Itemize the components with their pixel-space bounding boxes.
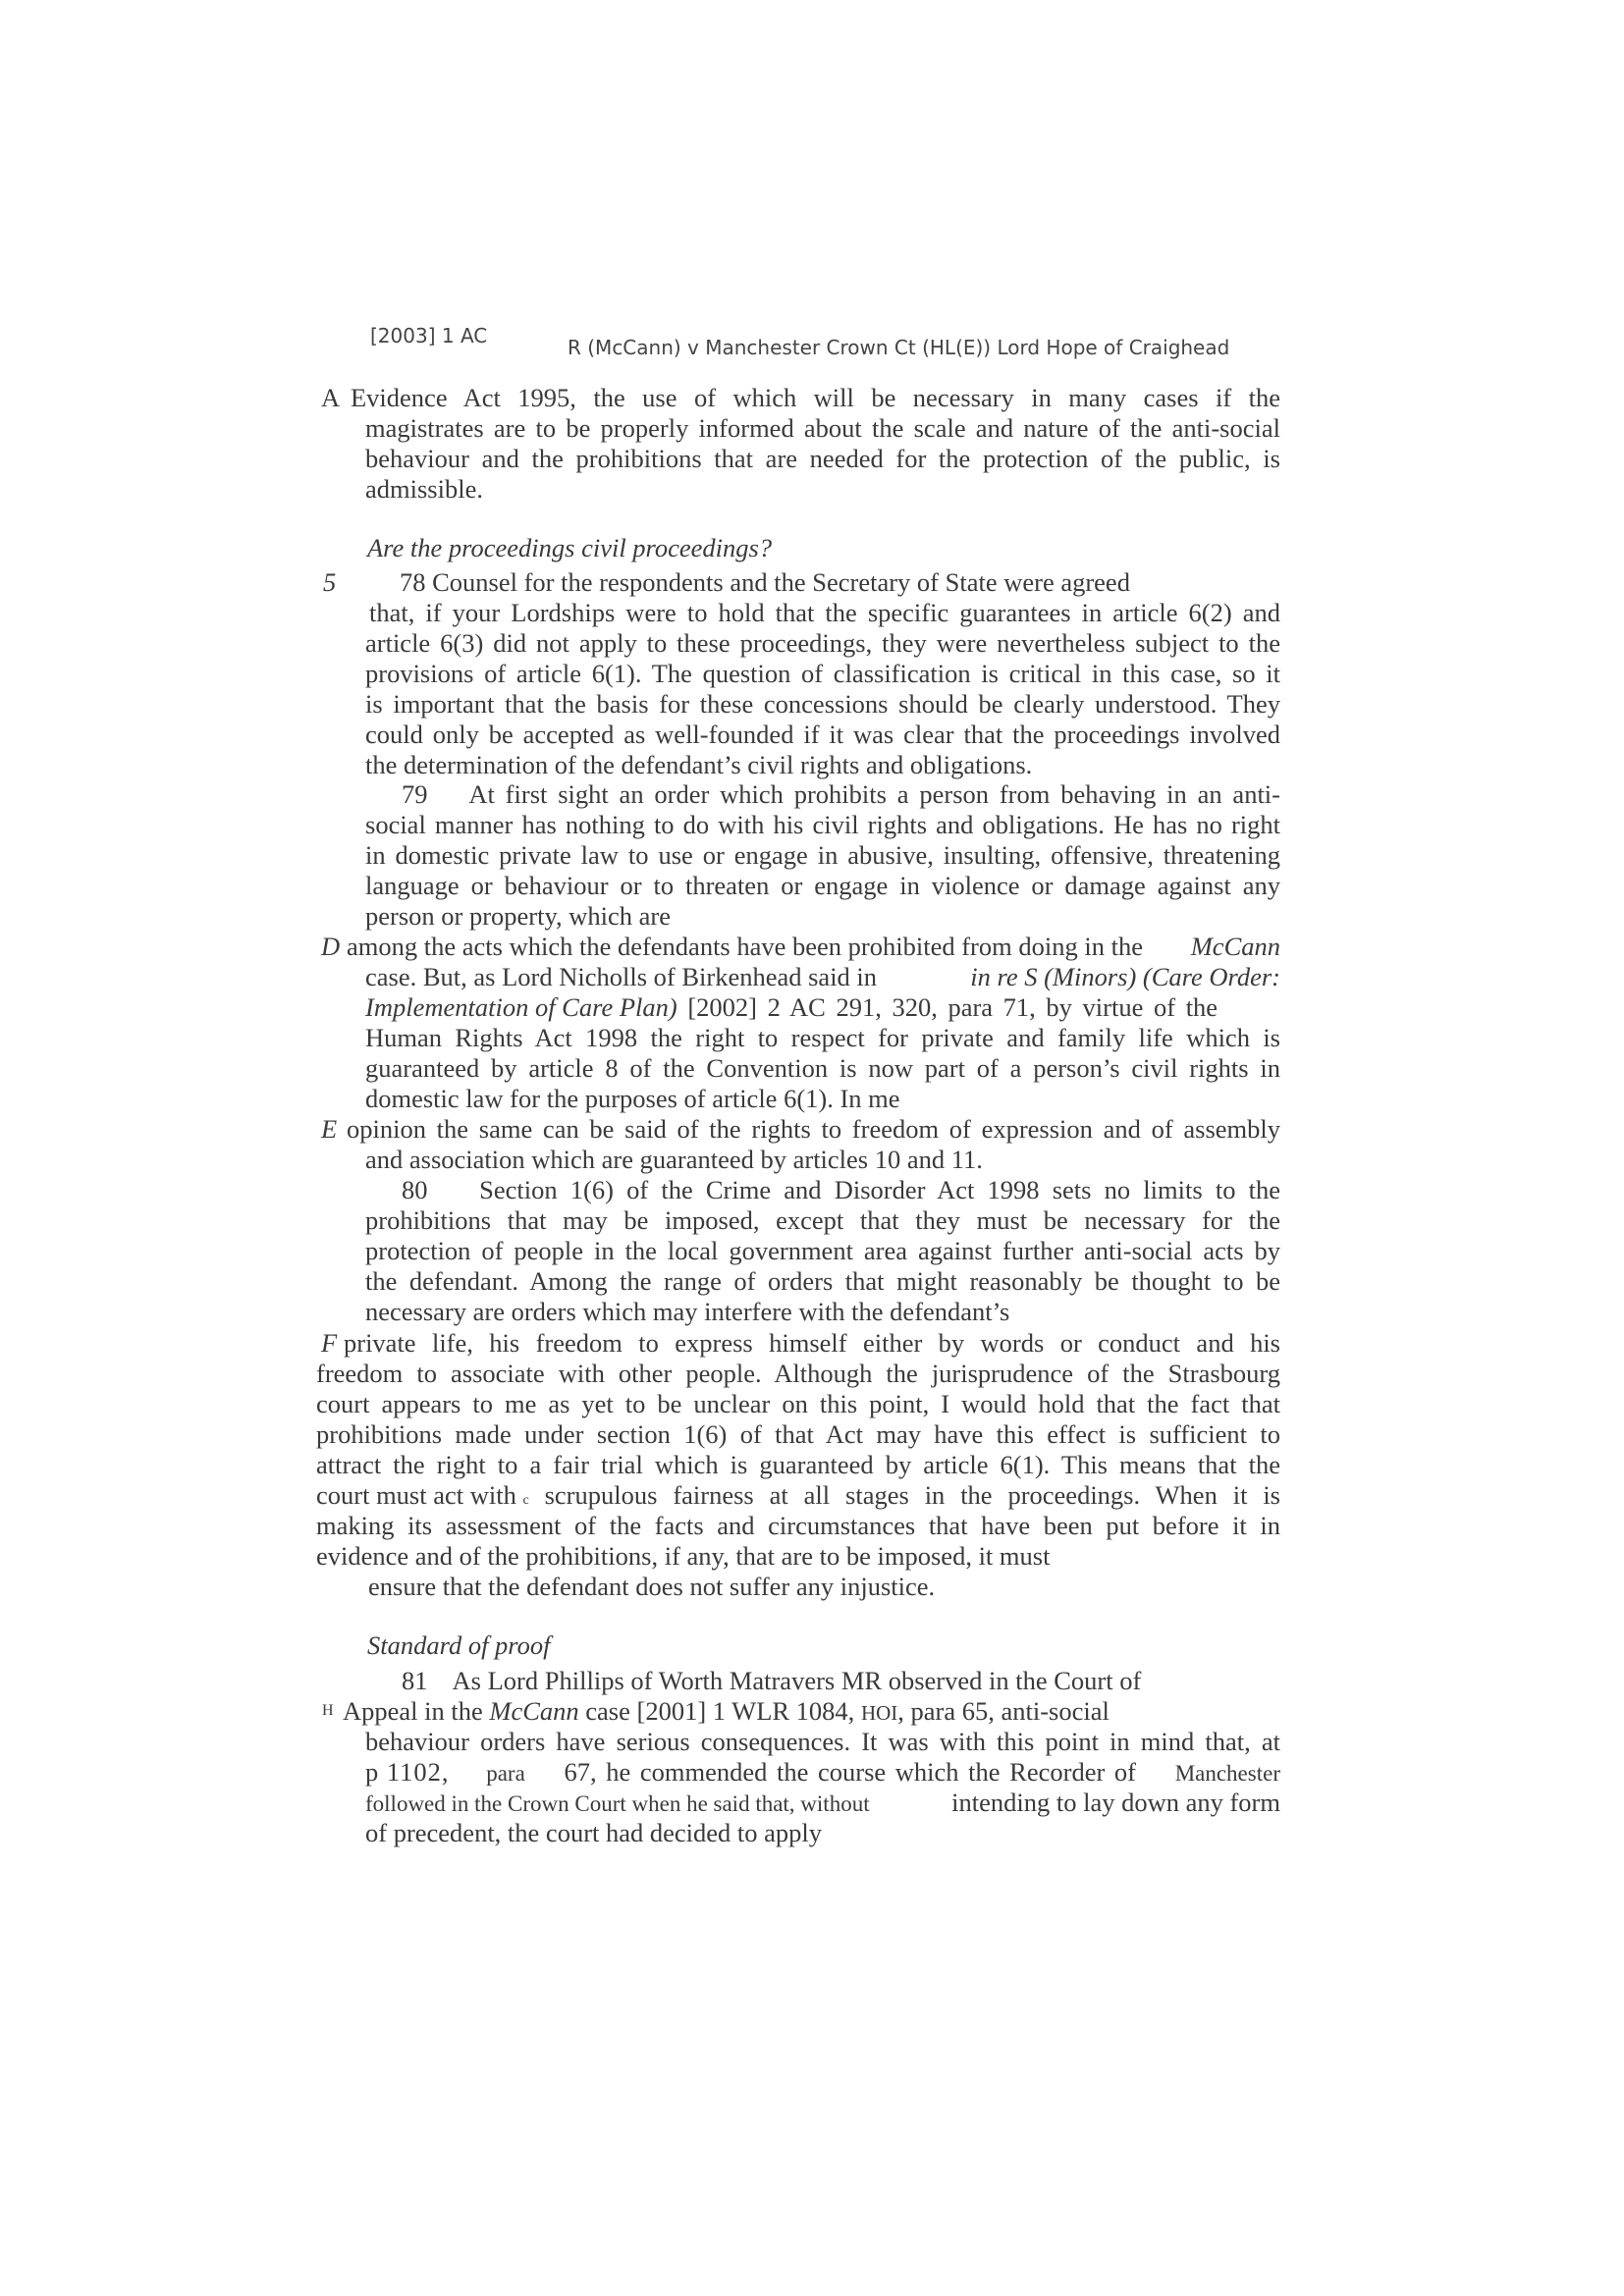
case-citation: Implementation of Care Plan): [365, 992, 677, 1022]
text-span: Appeal in the: [343, 1696, 490, 1726]
section-heading: Are the proceedings civil proceedings?: [367, 533, 773, 562]
text-span: [2002] 2 AC 291, 320, para 71, by virtue of the: [677, 992, 1218, 1022]
text-span: case [2001] 1 WLR 1084,: [578, 1696, 861, 1726]
text-span: scrupulous fairness at all stages in the proceedings. When it is: [528, 1480, 1280, 1510]
text-line: opinion the same can be said of the rights to freedom of expression and of assembly: [347, 1114, 1280, 1144]
text-line: [365, 1757, 1280, 1789]
margin-marker: c: [522, 1493, 529, 1508]
text-line: necessary are orders which may interfere with the defendant’s: [365, 1297, 1010, 1326]
text-line: person or property, which are: [365, 901, 672, 931]
text-line: guaranteed by article 8 of the Convention is now part of a person’s civil rights in: [365, 1053, 1280, 1083]
text-line: that, if your Lordships were to hold that the specific guarantees in article 6(2) and: [369, 598, 1280, 627]
text-span: intending to lay down any form: [951, 1788, 1280, 1817]
text-line: behaviour and the prohibitions that are needed for the protection of the public, is: [365, 444, 1280, 473]
running-title: R (McCann) v Manchester Crown Ct (HL(E)) Lord Hope of Craighead: [568, 336, 1230, 359]
text-line: prohibitions made under section 1(6) of that Act may have this effect is sufficient to: [316, 1419, 1280, 1449]
margin-letter-d: D: [321, 932, 341, 961]
text-line: provisions of article 6(1). The question of classification is critical in this case, so it: [365, 659, 1280, 688]
text-line: behaviour orders have serious consequences. It was with this point in mind that, at: [365, 1727, 1280, 1756]
margin-letter-a: A: [321, 383, 341, 412]
text-span: Manchester: [1174, 1761, 1280, 1786]
text-line: freedom to associate with other people. Although the jurisprudence of the Strasbourg: [316, 1359, 1280, 1388]
citation: [2003] 1 AC: [370, 324, 488, 347]
text-line: 78 Counsel for the respondents and the Secretary of State were agreed: [400, 567, 1130, 597]
text-span: 67, he commended the course which the Recorder of: [554, 1757, 1146, 1787]
text-line: 79 At first sight an order which prohibits a person from behaving in an anti-: [402, 779, 1280, 809]
text-line: 80 Section 1(6) of the Crime and Disorder Act 1998 sets no limits to the: [402, 1175, 1280, 1204]
text-line: 81 As Lord Phillips of Worth Matravers MR observed in the Court of: [402, 1666, 1142, 1695]
text-line: court appears to me as yet to be unclear on this point, I would hold that the fact that: [316, 1389, 1280, 1418]
text-line: article 6(3) did not apply to these proceedings, they were nevertheless subject to the: [365, 628, 1280, 658]
text-line: ensure that the defendant does not suffer any injustice.: [368, 1572, 936, 1601]
text-span: , para 65, anti-social: [897, 1696, 1110, 1726]
text-line: admissible.: [365, 474, 483, 504]
text-line: private life, his freedom to express himself either by words or conduct and his: [344, 1328, 1280, 1358]
case-citation: in re S (Minors) (Care Order:: [970, 962, 1280, 991]
text-line: [365, 962, 1280, 991]
text-line: evidence and of the prohibitions, if any, that are to be imposed, it must: [316, 1541, 1051, 1571]
margin-number-5: 5: [323, 567, 337, 597]
text-line: making its assessment of the facts and circumstances that have been put before it in: [316, 1511, 1280, 1540]
text-line: attract the right to a fair trial which is guaranteed by article 6(1). This means that the: [316, 1450, 1280, 1479]
text-line: language or behaviour or to threaten or engage in violence or damage against any: [365, 871, 1280, 900]
case-name: McCann: [489, 1696, 579, 1726]
text-line: [365, 992, 1280, 1022]
text-line: is important that the basis for these concessions should be clearly understood. They: [365, 689, 1280, 719]
text-line: Evidence Act 1995, the use of which will be necessary in many cases if the: [351, 383, 1280, 412]
text-line: [343, 1696, 1110, 1728]
text-line: of precedent, the court had decided to apply: [365, 1818, 823, 1847]
text-line: [365, 1788, 1280, 1819]
section-heading: Standard of proof: [367, 1630, 551, 1660]
text-span: p 1102,: [365, 1757, 458, 1787]
text-line: the determination of the defendant’s civil rights and obligations.: [365, 750, 1033, 779]
margin-letter-e: E: [321, 1114, 338, 1144]
text-line: in domestic private law to use or engage in abusive, insulting, offensive, threatening: [365, 840, 1280, 870]
text-span: among the acts which the defendants have been prohibited from doing in the: [347, 932, 1150, 961]
text-line: the defendant. Among the range of orders that might reasonably be thought to be: [365, 1266, 1280, 1296]
text-line: [347, 932, 1280, 961]
text-span: followed in the Crown Court when he said that, without: [365, 1791, 876, 1816]
margin-letter-f: F: [321, 1328, 338, 1358]
text-span: para: [486, 1761, 525, 1786]
text-span: case. But, as Lord Nicholls of Birkenhead said in: [365, 962, 884, 991]
text-line: prohibitions that may be imposed, except that they must be necessary for the: [365, 1205, 1280, 1235]
text-line: and association which are guaranteed by articles 10 and 11.: [365, 1145, 983, 1174]
text-span: court must act with: [316, 1480, 523, 1510]
margin-letter-h: H: [322, 1702, 334, 1719]
text-line: social manner has nothing to do with his civil rights and obligations. He has no right: [365, 810, 1280, 839]
text-line: could only be accepted as well-founded if it was clear that the proceedings involved: [365, 720, 1280, 749]
text-line: magistrates are to be properly informed about the scale and nature of the anti-social: [365, 413, 1280, 443]
text-line: domestic law for the purposes of article 6(1). In me: [365, 1084, 900, 1113]
text-line: Human Rights Act 1998 the right to respect for private and family life which is: [365, 1023, 1280, 1052]
text-span: HOI: [860, 1701, 898, 1725]
text-line: protection of people in the local government area against further anti-social acts by: [365, 1236, 1280, 1265]
case-name: McCann: [1190, 932, 1280, 961]
